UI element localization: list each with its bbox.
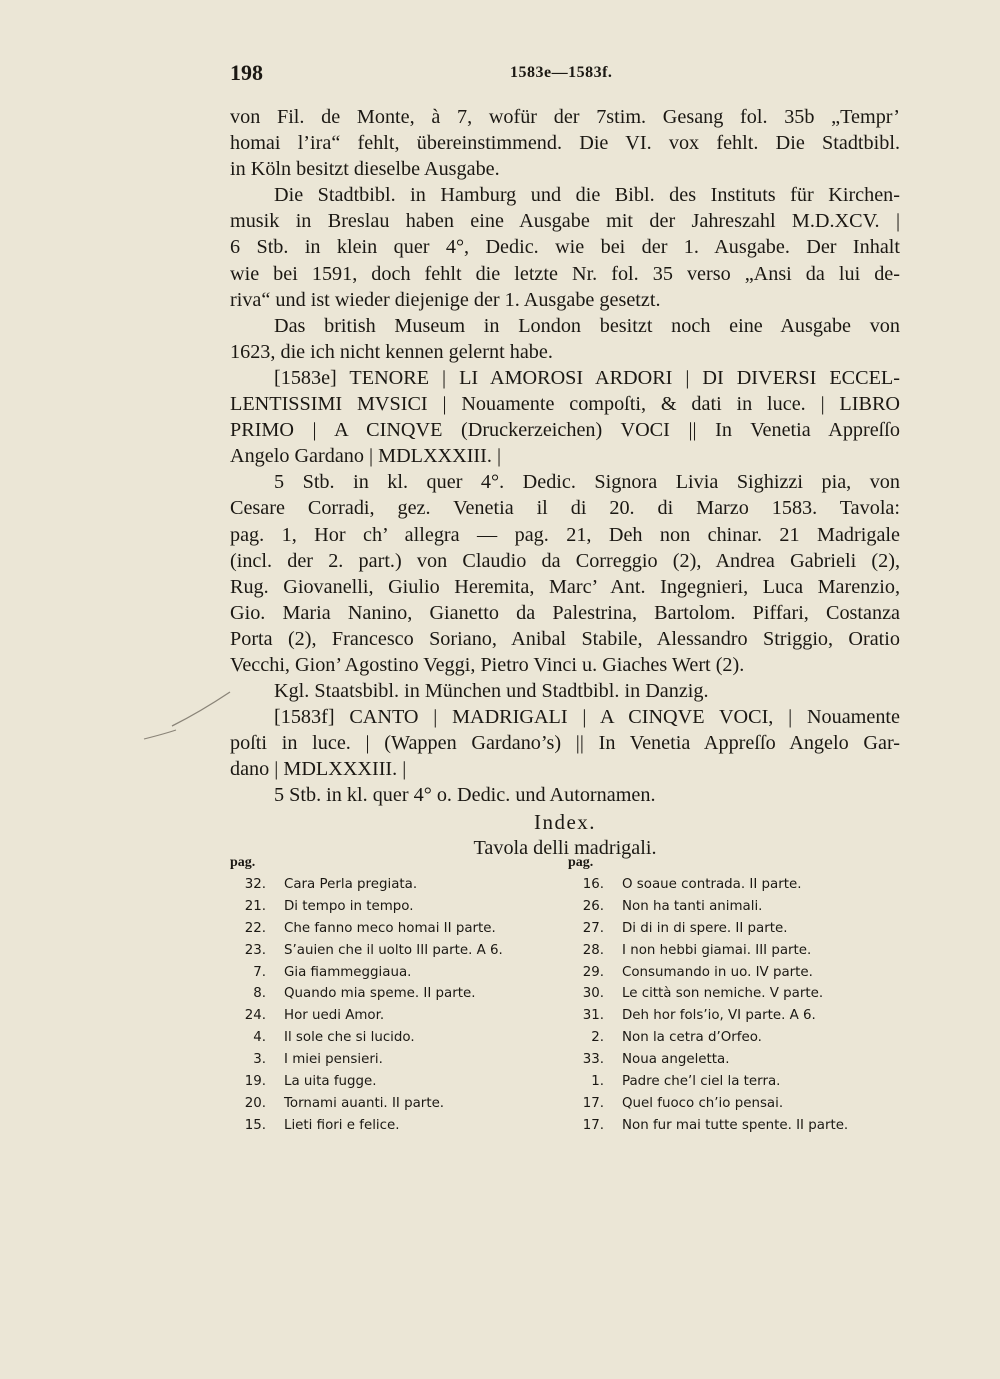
text-line: poſti in luce. | (Wappen Gardano’s) || In Venetia Appreſſo Angelo Gar- <box>230 732 900 755</box>
index-madrigal-title: Non fur mai tutte spente. II parte. <box>622 1117 849 1133</box>
text-line: Das british Museum in London besitzt noch eine Ausgabe von <box>274 314 900 337</box>
index-row <box>230 1005 565 1027</box>
index-page-number: 23. <box>244 942 266 958</box>
index-page-number: 27. <box>582 920 604 936</box>
index-row <box>230 874 565 896</box>
page-header <box>230 60 910 90</box>
index-page-number: 7. <box>253 964 266 980</box>
index-madrigal-title: I non hebbi giamai. III parte. <box>622 942 812 958</box>
text-line: 6 Stb. in klein quer 4°, Dedic. wie bei der 1. Ausgabe. Der Inhalt <box>230 236 900 259</box>
index-row <box>230 983 565 1005</box>
text-line: dano | MDLXXXIII. | <box>230 758 407 781</box>
index-page-number: 8. <box>253 986 266 1002</box>
entry-1583e-title: [1583e] TENORE | LI AMOROSI ARDORI | DI DIVERSI ECCEL- <box>274 366 900 389</box>
index-title: Index. <box>533 809 597 834</box>
text-line: 5 Stb. in kl. quer 4°. Dedic. Signora Livia Sighizzi pia, von <box>274 471 900 494</box>
index-row <box>230 962 565 984</box>
index-page-number: 17. <box>582 1117 604 1133</box>
text-line: homai l’ira“ fehlt, übereinstimmend. Die VI. vox fehlt. Die Stadtbibl. <box>230 132 900 155</box>
index-madrigal-title: Noua angeletta. <box>622 1052 730 1068</box>
index-madrigal-title: Quando mia speme. II parte. <box>284 986 476 1002</box>
index-row <box>230 940 565 962</box>
index-row <box>568 1093 920 1115</box>
text-line: von Fil. de Monte, à 7, wofür der 7stim. Gesang fol. 35b „Tempr’ <box>230 106 900 128</box>
index-madrigal-title: Le città son nemiche. V parte. <box>622 986 824 1002</box>
index-column-left <box>230 852 565 1137</box>
index-page-number: 24. <box>244 1008 266 1024</box>
index-row <box>568 874 920 896</box>
index-row <box>230 1027 565 1049</box>
index-madrigal-title: Non la cetra d’Orfeo. <box>622 1030 762 1046</box>
index-page-number: 30. <box>582 986 604 1002</box>
index-row <box>568 1027 920 1049</box>
text-line: LENTISSIMI MVSICI | Nouamente compoſti, & dati in luce. | LIBRO <box>230 393 900 416</box>
text-line: Vecchi, Gion’ Agostino Veggi, Pietro Vinci u. Giaches Wert (2). <box>230 653 745 676</box>
index-row <box>568 918 920 940</box>
index-page-number: 21. <box>244 898 266 914</box>
index-page-number: 19. <box>244 1074 266 1090</box>
index-madrigal-title: Deh hor fols’io, VI parte. A 6. <box>622 1008 816 1024</box>
index-row <box>568 896 920 918</box>
text-line: wie bei 1591, doch fehlt die letzte Nr. fol. 35 verso „Ansi da lui de- <box>230 262 900 285</box>
text-line: Cesare Corradi, gez. Venetia il di 20. di Marzo 1583. Tavola: <box>230 497 900 520</box>
index-madrigal-title: Gia fiammeggiaua. <box>284 964 412 980</box>
index-row <box>230 1115 565 1137</box>
text-line: PRIMO | A CINQVE (Druckerzeichen) VOCI || In Venetia Appreſſo <box>230 419 900 442</box>
running-head: 1583e—1583f. <box>510 64 613 81</box>
body-text <box>230 104 900 861</box>
text-line: Porta (2), Francesco Soriano, Anibal Stabile, Alessandro Striggio, Oratio <box>230 627 900 650</box>
index-row <box>230 918 565 940</box>
index-row <box>230 1049 565 1071</box>
index-row <box>568 983 920 1005</box>
index-page-number: 22. <box>244 920 266 936</box>
page-number: 198 <box>230 60 263 85</box>
index-row <box>230 896 565 918</box>
index-row <box>568 1115 920 1137</box>
index-row <box>568 940 920 962</box>
index-madrigal-title: Che fanno meco homai II parte. <box>284 920 496 936</box>
index-madrigal-title: Di tempo in tempo. <box>284 898 414 914</box>
column-header: pag. <box>230 855 256 870</box>
index-madrigal-title: Non ha tanti animali. <box>622 898 763 914</box>
text-line: musik in Breslau haben eine Ausgabe mit der Jahreszahl M.D.XCV. | <box>230 210 900 233</box>
text-line: 5 Stb. in kl. quer 4° o. Dedic. und Autornamen. <box>274 784 656 807</box>
index-madrigal-title: La uita fugge. <box>284 1074 377 1090</box>
index-madrigal-title: Quel fuoco ch’io pensai. <box>622 1095 784 1111</box>
index-page-number: 31. <box>582 1008 604 1024</box>
index-page-number: 28. <box>582 942 604 958</box>
index-page-number: 33. <box>582 1052 604 1068</box>
index-page-number: 26. <box>582 898 604 914</box>
index-row <box>230 1071 565 1093</box>
index-row <box>230 1093 565 1115</box>
index-row <box>568 962 920 984</box>
index-madrigal-title: Padre che’l ciel la terra. <box>622 1074 781 1090</box>
index-page-number: 17. <box>582 1095 604 1111</box>
index-column-right <box>568 852 920 1137</box>
index-page-number: 1. <box>591 1074 604 1090</box>
index-page-number: 16. <box>582 877 604 892</box>
index-page-number: 3. <box>253 1052 266 1068</box>
text-line: Rug. Giovanelli, Giulio Heremita, Marc’ Ant. Ingegnieri, Luca Marenzio, <box>230 575 900 598</box>
text-line: Angelo Gardano | MDLXXXIII. | <box>230 445 502 468</box>
text-line: in Köln besitzt dieselbe Ausgabe. <box>230 158 500 181</box>
text-line: riva“ und ist wieder diejenige der 1. Ausgabe gesetzt. <box>230 288 661 311</box>
index-madrigal-title: Consumando in uo. IV parte. <box>622 964 813 980</box>
index-madrigal-title: O soaue contrada. II parte. <box>622 877 802 892</box>
column-header: pag. <box>568 855 594 870</box>
index-page-number: 4. <box>253 1030 266 1046</box>
text-line: 1623, die ich nicht kennen gelernt habe. <box>230 340 553 363</box>
entry-1583f-title: [1583f] CANTO | MADRIGALI | A CINQVE VOCI, | Nouamente <box>274 706 900 729</box>
index-page-number: 15. <box>244 1117 266 1133</box>
index-madrigal-title: Di di in di spere. II parte. <box>622 920 788 936</box>
index-row <box>568 1005 920 1027</box>
index-page-number: 32. <box>244 877 266 892</box>
index-row <box>568 1049 920 1071</box>
pencil-mark <box>142 690 232 740</box>
text-line: Gio. Maria Nanino, Gianetto da Palestrina, Bartolom. Piffari, Costanza <box>230 601 900 624</box>
index-madrigal-title: Lieti fiori e felice. <box>284 1117 400 1133</box>
index-subtitle: Tavola delli madrigali. <box>473 836 657 859</box>
index-madrigal-title: Hor uedi Amor. <box>284 1008 385 1024</box>
index-page-number: 2. <box>591 1030 604 1046</box>
text-line: Die Stadtbibl. in Hamburg und die Bibl. des Instituts für Kirchen- <box>274 184 900 207</box>
index-madrigal-title: Cara Perla pregiata. <box>284 877 418 892</box>
index-madrigal-title: S’auien che il uolto III parte. A 6. <box>284 942 503 958</box>
index-page-number: 20. <box>244 1095 266 1111</box>
index-page-number: 29. <box>582 964 604 980</box>
index-row <box>568 1071 920 1093</box>
text-line: Kgl. Staatsbibl. in München und Stadtbibl. in Danzig. <box>274 680 709 703</box>
text-line: pag. 1, Hor ch’ allegra — pag. 21, Deh non chinar. 21 Madrigale <box>230 523 900 546</box>
index-madrigal-title: Il sole che si lucido. <box>284 1030 415 1046</box>
text-line: (incl. der 2. part.) von Claudio da Correggio (2), Andrea Gabrieli (2), <box>230 549 900 572</box>
index-madrigal-title: Tornami auanti. II parte. <box>284 1095 445 1111</box>
index-madrigal-title: I miei pensieri. <box>284 1052 383 1068</box>
